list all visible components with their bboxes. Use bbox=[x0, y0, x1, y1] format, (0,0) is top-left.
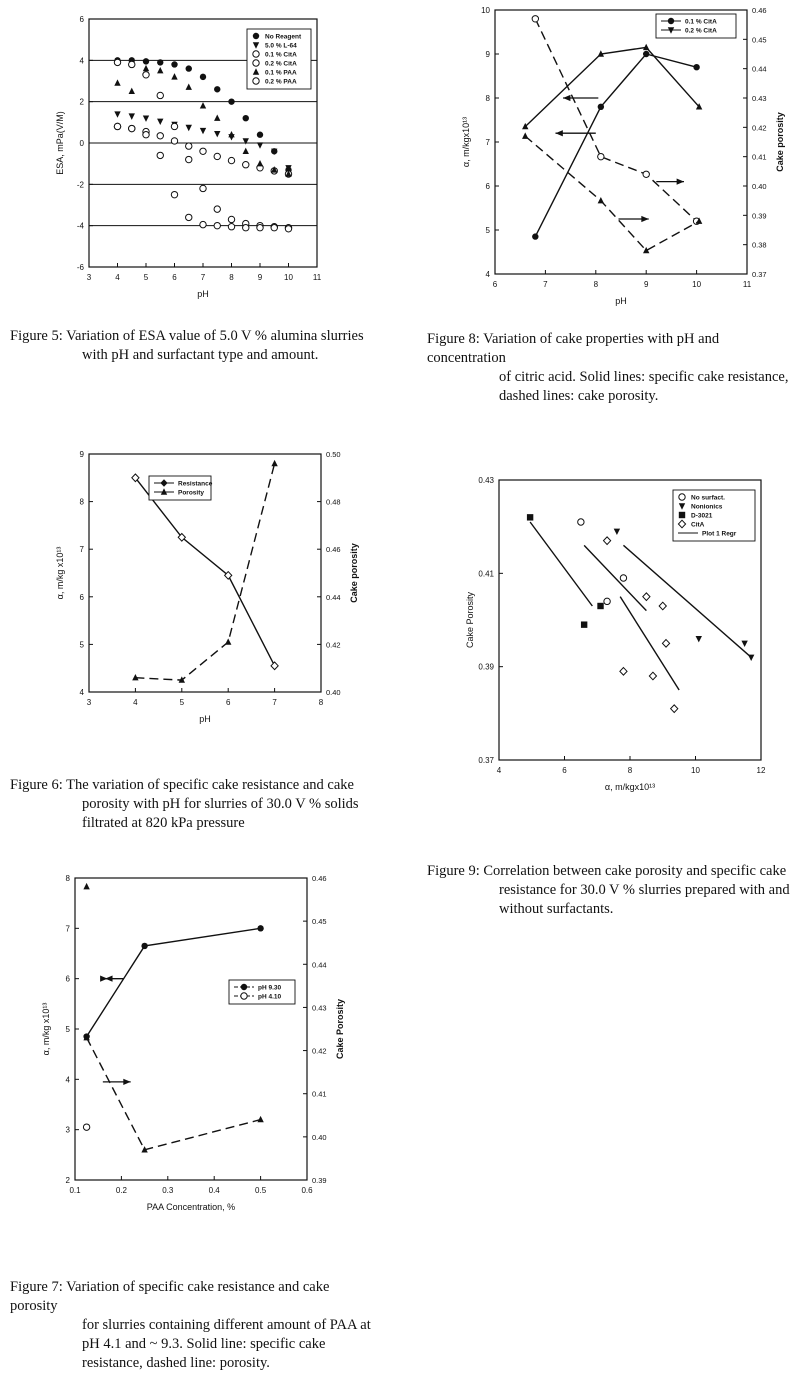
y-axis-label: α, m/kgx10¹³ bbox=[461, 116, 471, 168]
x-axis-label: pH bbox=[197, 289, 209, 299]
x-tick-label: 7 bbox=[543, 280, 548, 289]
y-right-tick-label: 0.40 bbox=[752, 182, 767, 191]
x-tick-label: 6 bbox=[225, 698, 231, 707]
data-point bbox=[643, 593, 650, 601]
y-right-tick-label: 0.44 bbox=[312, 960, 327, 970]
x-tick-label: 6 bbox=[492, 280, 498, 289]
legend-marker bbox=[253, 60, 259, 66]
regression-line bbox=[530, 522, 592, 606]
data-point bbox=[522, 132, 528, 138]
data-point bbox=[598, 197, 604, 203]
y-tick-label: -4 bbox=[76, 221, 84, 231]
y-right-tick-label: 0.41 bbox=[312, 1089, 327, 1099]
y-tick-label: 0.43 bbox=[478, 476, 494, 485]
data-point bbox=[257, 160, 263, 166]
data-point bbox=[157, 67, 163, 73]
legend-label: pH 4.10 bbox=[258, 993, 282, 1001]
figure-7-caption bbox=[10, 1278, 375, 1373]
data-point bbox=[143, 116, 149, 122]
y-tick-label: 5 bbox=[485, 226, 490, 235]
plot-frame bbox=[75, 878, 307, 1180]
y-axis-label: α, m/kg x10¹³ bbox=[41, 1002, 51, 1056]
caption-rest: of citric acid. Solid lines: specific cake resistance, dashed lines: cake porosity. bbox=[499, 369, 789, 404]
series bbox=[132, 474, 278, 670]
y-tick-label: 4 bbox=[485, 270, 490, 279]
series bbox=[603, 537, 677, 713]
caption-first-line: Correlation between cake porosity and specific cake bbox=[483, 863, 787, 879]
data-point bbox=[114, 79, 120, 85]
y-right-tick-label: 0.50 bbox=[326, 450, 341, 459]
data-point bbox=[741, 641, 747, 647]
legend-marker bbox=[241, 984, 247, 990]
caption-first-line: Variation of cake properties with pH and concentration bbox=[427, 331, 720, 366]
y-tick-label: 0 bbox=[79, 139, 84, 148]
y-tick-label: 8 bbox=[79, 497, 84, 507]
y-right-tick-label: 0.43 bbox=[752, 94, 767, 103]
x-tick-label: 3 bbox=[86, 273, 92, 282]
data-point bbox=[643, 44, 649, 50]
y-right-tick-label: 0.46 bbox=[326, 545, 341, 555]
data-point bbox=[214, 131, 220, 137]
x-tick-label: 9 bbox=[643, 280, 649, 289]
data-point bbox=[581, 621, 587, 627]
y-tick-label: 9 bbox=[485, 50, 490, 59]
series bbox=[114, 111, 291, 171]
data-point bbox=[532, 16, 538, 22]
series bbox=[114, 123, 291, 232]
y-right-tick-label: 0.39 bbox=[752, 211, 767, 221]
x-tick-label: 7 bbox=[200, 273, 206, 282]
data-point bbox=[143, 58, 149, 64]
legend-label: Porosity bbox=[178, 489, 205, 497]
x-tick-label: 5 bbox=[179, 698, 185, 707]
y-right-axis-label: Cake Porosity bbox=[335, 998, 345, 1060]
right-axis-arrow bbox=[656, 178, 684, 184]
caption-number: Figure 5: bbox=[10, 328, 63, 344]
y-right-tick-label: 0.38 bbox=[752, 240, 767, 250]
series bbox=[83, 883, 89, 889]
data-point bbox=[171, 61, 177, 67]
data-point bbox=[228, 216, 234, 222]
data-point bbox=[157, 119, 163, 125]
y-tick-label: 2 bbox=[65, 1176, 70, 1185]
data-point bbox=[200, 185, 206, 191]
data-point bbox=[200, 148, 206, 154]
plot-frame bbox=[495, 10, 747, 274]
data-point bbox=[114, 59, 120, 65]
data-point bbox=[114, 111, 120, 117]
data-point bbox=[143, 65, 149, 71]
figure-9-caption bbox=[427, 862, 799, 919]
data-point bbox=[598, 104, 604, 110]
series bbox=[83, 1034, 263, 1153]
legend-label: No surfact. bbox=[691, 494, 725, 502]
y-right-tick-label: 0.43 bbox=[312, 1003, 327, 1013]
legend-marker bbox=[253, 78, 259, 84]
y-tick-label: 6 bbox=[79, 592, 84, 602]
x-tick-label: 3 bbox=[86, 698, 92, 707]
y-tick-label: 7 bbox=[79, 545, 84, 555]
data-point bbox=[578, 519, 584, 525]
data-point bbox=[129, 61, 135, 67]
left-axis-arrow bbox=[105, 976, 124, 982]
y-tick-label: 4 bbox=[79, 56, 84, 66]
x-tick-label: 12 bbox=[756, 766, 766, 775]
x-tick-label: 10 bbox=[692, 280, 702, 289]
x-tick-label: 10 bbox=[691, 766, 700, 775]
data-point bbox=[214, 115, 220, 121]
data-point bbox=[243, 162, 249, 168]
caption-rest: for slurries containing different amount of PAA at pH 4.1 and ~ 9.3. Solid line: specific cake resistance, dashed line: porosity. bbox=[82, 1317, 371, 1371]
legend-label: No Reagent bbox=[265, 33, 302, 41]
data-point bbox=[143, 72, 149, 78]
figure-6-chart bbox=[25, 442, 359, 740]
data-point bbox=[186, 156, 192, 162]
legend-label: Plot 1 Regr bbox=[702, 530, 737, 538]
data-point bbox=[186, 84, 192, 90]
x-tick-label: 4 bbox=[496, 766, 502, 775]
right-axis-arrow bbox=[103, 1079, 131, 1085]
regression-line bbox=[623, 545, 751, 657]
caption-number: Figure 8: bbox=[427, 331, 480, 347]
y-right-tick-label: 0.48 bbox=[326, 497, 341, 507]
y-tick-label: 4 bbox=[65, 1075, 70, 1085]
data-point bbox=[643, 51, 649, 57]
caption-number: Figure 9: bbox=[427, 863, 480, 879]
figure-9-chart bbox=[445, 468, 780, 808]
y-right-axis-label: Cake porosity bbox=[775, 112, 785, 172]
caption-rest: porosity with pH for slurries of 30.0 V % solids filtrated at 820 kPa pressure bbox=[82, 796, 359, 831]
y-tick-label: 2 bbox=[79, 97, 84, 107]
x-tick-label: 0.6 bbox=[301, 1186, 313, 1195]
data-point bbox=[129, 113, 135, 119]
data-point bbox=[214, 222, 220, 228]
data-point bbox=[597, 603, 603, 609]
caption-first-line: Variation of ESA value of 5.0 V % alumina slurries bbox=[66, 328, 364, 344]
x-tick-label: 8 bbox=[229, 273, 234, 282]
y-right-tick-label: 0.40 bbox=[326, 688, 341, 697]
series-line bbox=[135, 478, 274, 666]
data-point bbox=[157, 59, 163, 65]
caption-rest: resistance for 30.0 V % slurries prepared with and without surfactants. bbox=[499, 882, 790, 917]
data-point bbox=[214, 153, 220, 159]
series bbox=[578, 519, 627, 605]
x-tick-label: 6 bbox=[172, 273, 177, 282]
y-tick-label: -2 bbox=[76, 180, 84, 190]
y-right-tick-label: 0.40 bbox=[312, 1132, 327, 1142]
data-point bbox=[214, 206, 220, 212]
data-point bbox=[83, 883, 89, 889]
y-right-tick-label: 0.45 bbox=[312, 917, 327, 927]
data-point bbox=[200, 128, 206, 134]
data-point bbox=[643, 171, 649, 177]
series bbox=[522, 44, 702, 130]
caption-rest: with pH and surfactant type and amount. bbox=[82, 347, 319, 363]
data-point bbox=[200, 221, 206, 227]
data-point bbox=[141, 943, 147, 949]
x-tick-label: 10 bbox=[284, 273, 293, 282]
data-point bbox=[171, 73, 177, 79]
arrow-head bbox=[563, 95, 570, 101]
y-tick-label: -6 bbox=[76, 263, 84, 272]
series-line bbox=[87, 1038, 261, 1150]
arrow-head bbox=[123, 1079, 130, 1085]
legend-label: 5.0 % L-64 bbox=[265, 42, 297, 50]
y-axis-label: α, m/kg x10¹³ bbox=[55, 546, 65, 600]
legend-marker bbox=[679, 512, 685, 518]
data-point bbox=[171, 191, 177, 197]
data-point bbox=[200, 102, 206, 108]
data-point bbox=[257, 1116, 263, 1122]
data-point bbox=[200, 74, 206, 80]
y-axis-label: Cake Porosity bbox=[465, 591, 475, 649]
y-right-tick-label: 0.45 bbox=[752, 35, 767, 45]
data-point bbox=[186, 125, 192, 131]
data-point bbox=[186, 214, 192, 220]
data-point bbox=[271, 225, 277, 231]
legend-label: 0.1 % CitA bbox=[685, 18, 717, 26]
x-tick-label: 4 bbox=[133, 698, 138, 707]
data-point bbox=[257, 142, 263, 148]
y-right-tick-label: 0.46 bbox=[312, 874, 327, 883]
legend-marker bbox=[668, 18, 674, 24]
data-point bbox=[83, 1124, 89, 1130]
data-point bbox=[527, 514, 533, 520]
data-point bbox=[171, 138, 177, 144]
legend-label: 0.2 % CitA bbox=[265, 60, 297, 68]
x-tick-label: 0.5 bbox=[255, 1186, 267, 1195]
x-tick-label: 9 bbox=[257, 273, 263, 282]
figure-5-caption bbox=[10, 327, 370, 365]
y-tick-label: 6 bbox=[79, 15, 84, 24]
data-point bbox=[696, 636, 702, 642]
y-right-axis-label: Cake porosity bbox=[349, 543, 359, 603]
y-right-tick-label: 0.37 bbox=[752, 270, 767, 279]
data-point bbox=[186, 143, 192, 149]
arrow-head bbox=[641, 216, 648, 222]
data-point bbox=[748, 655, 754, 661]
x-tick-label: 6 bbox=[562, 766, 567, 775]
x-tick-label: 0.4 bbox=[208, 1186, 220, 1195]
data-point bbox=[228, 157, 234, 163]
y-right-tick-label: 0.42 bbox=[752, 123, 767, 133]
y-right-tick-label: 0.46 bbox=[752, 6, 767, 15]
y-tick-label: 4 bbox=[79, 688, 84, 697]
data-point bbox=[243, 115, 249, 121]
series-line bbox=[535, 19, 696, 221]
data-point bbox=[186, 65, 192, 71]
figure-6-caption bbox=[10, 776, 370, 833]
x-tick-label: 5 bbox=[143, 273, 149, 282]
x-tick-label: 8 bbox=[318, 698, 324, 707]
series bbox=[83, 1124, 89, 1130]
y-tick-label: 7 bbox=[485, 138, 490, 147]
data-point bbox=[671, 705, 678, 713]
y-right-tick-label: 0.44 bbox=[752, 64, 767, 74]
arrow-head bbox=[555, 130, 562, 136]
figure-5-chart bbox=[25, 5, 340, 307]
data-point bbox=[114, 123, 120, 129]
left-axis-arrow bbox=[563, 95, 598, 101]
legend-label: Resistance bbox=[178, 480, 213, 488]
y-right-tick-label: 0.39 bbox=[312, 1176, 327, 1185]
data-point bbox=[228, 224, 234, 230]
x-tick-label: 0.1 bbox=[69, 1186, 81, 1195]
data-point bbox=[129, 125, 135, 131]
right-axis-arrow bbox=[618, 216, 648, 222]
x-tick-label: 7 bbox=[272, 698, 277, 707]
caption-number: Figure 7: bbox=[10, 1279, 63, 1295]
data-point bbox=[620, 668, 627, 676]
legend-marker bbox=[241, 993, 247, 999]
y-right-tick-label: 0.41 bbox=[752, 152, 767, 162]
caption-number: Figure 6: bbox=[10, 777, 63, 793]
figure-8-chart bbox=[455, 0, 800, 312]
x-tick-label: 11 bbox=[312, 273, 322, 282]
x-tick-label: 4 bbox=[115, 273, 120, 282]
data-point bbox=[243, 225, 249, 231]
y-right-tick-label: 0.44 bbox=[326, 592, 341, 602]
y-axis-label: ESA, mPa(V/M) bbox=[55, 111, 65, 175]
data-point bbox=[257, 225, 263, 231]
data-point bbox=[129, 88, 135, 94]
data-point bbox=[662, 640, 669, 648]
y-tick-label: 6 bbox=[65, 974, 70, 984]
data-point bbox=[693, 64, 699, 70]
series-line bbox=[535, 54, 696, 237]
data-point bbox=[257, 132, 263, 138]
data-point bbox=[143, 132, 149, 138]
data-point bbox=[285, 226, 291, 232]
x-axis-label: pH bbox=[199, 714, 211, 724]
legend-label: Nonionics bbox=[691, 503, 723, 511]
arrow-head bbox=[677, 178, 684, 184]
figure-8-caption bbox=[427, 330, 799, 406]
series bbox=[527, 514, 604, 628]
left-axis-arrow bbox=[555, 130, 595, 136]
figure-7-chart bbox=[25, 868, 355, 1222]
data-point bbox=[604, 598, 610, 604]
y-tick-label: 9 bbox=[79, 450, 84, 459]
legend-label: D-3021 bbox=[691, 512, 713, 520]
legend-label: 0.2 % CitA bbox=[685, 27, 717, 35]
legend-label: 0.1 % CitA bbox=[265, 51, 297, 59]
y-tick-label: 0.39 bbox=[478, 662, 494, 672]
caption-first-line: The variation of specific cake resistance and cake bbox=[66, 777, 354, 793]
regression-line bbox=[584, 545, 646, 610]
data-point bbox=[598, 153, 604, 159]
data-point bbox=[257, 925, 263, 931]
x-axis-label: α, m/kgx10¹³ bbox=[604, 782, 656, 792]
y-tick-label: 0.41 bbox=[478, 569, 494, 579]
y-tick-label: 7 bbox=[65, 924, 70, 934]
y-tick-label: 5 bbox=[79, 640, 84, 650]
y-tick-label: 0.37 bbox=[478, 756, 494, 765]
legend-marker bbox=[679, 494, 685, 500]
x-tick-label: 0.3 bbox=[162, 1186, 174, 1195]
x-tick-label: 0.2 bbox=[115, 1186, 127, 1195]
data-point bbox=[271, 662, 278, 670]
x-tick-label: 8 bbox=[627, 766, 633, 775]
y-right-tick-label: 0.42 bbox=[326, 640, 341, 650]
data-point bbox=[620, 575, 626, 581]
x-axis-label: PAA Concentration, % bbox=[146, 1202, 236, 1212]
legend-label: 0.2 % PAA bbox=[265, 78, 297, 86]
x-axis-label: pH bbox=[615, 296, 627, 306]
series bbox=[522, 132, 702, 253]
y-right-tick-label: 0.42 bbox=[312, 1046, 327, 1056]
arrow-head bbox=[105, 976, 112, 982]
data-point bbox=[228, 98, 234, 104]
caption-first-line: Variation of specific cake resistance and cake porosity bbox=[10, 1279, 330, 1314]
y-tick-label: 10 bbox=[481, 6, 490, 15]
data-point bbox=[157, 92, 163, 98]
data-point bbox=[171, 123, 177, 129]
data-point bbox=[649, 672, 656, 680]
legend-label: CitA bbox=[691, 521, 705, 529]
y-tick-label: 8 bbox=[485, 94, 490, 103]
data-point bbox=[243, 138, 249, 144]
data-point bbox=[157, 152, 163, 158]
data-point bbox=[157, 133, 163, 139]
data-point bbox=[214, 86, 220, 92]
data-point bbox=[603, 537, 610, 545]
y-tick-label: 3 bbox=[65, 1125, 70, 1135]
y-tick-label: 6 bbox=[485, 182, 490, 191]
legend-label: pH 9.30 bbox=[258, 984, 282, 992]
data-point bbox=[225, 638, 231, 644]
y-tick-label: 8 bbox=[65, 874, 70, 883]
x-tick-label: 11 bbox=[742, 280, 752, 289]
data-point bbox=[532, 233, 538, 239]
data-point bbox=[271, 460, 277, 466]
data-point bbox=[659, 602, 666, 610]
legend-label: 0.1 % PAA bbox=[265, 69, 297, 77]
data-point bbox=[614, 529, 620, 535]
series-line bbox=[525, 47, 699, 126]
series-line bbox=[525, 136, 699, 250]
y-tick-label: 5 bbox=[65, 1025, 70, 1034]
legend-marker bbox=[253, 51, 259, 57]
data-point bbox=[243, 148, 249, 154]
legend-marker bbox=[253, 33, 259, 39]
x-tick-label: 8 bbox=[593, 280, 599, 289]
